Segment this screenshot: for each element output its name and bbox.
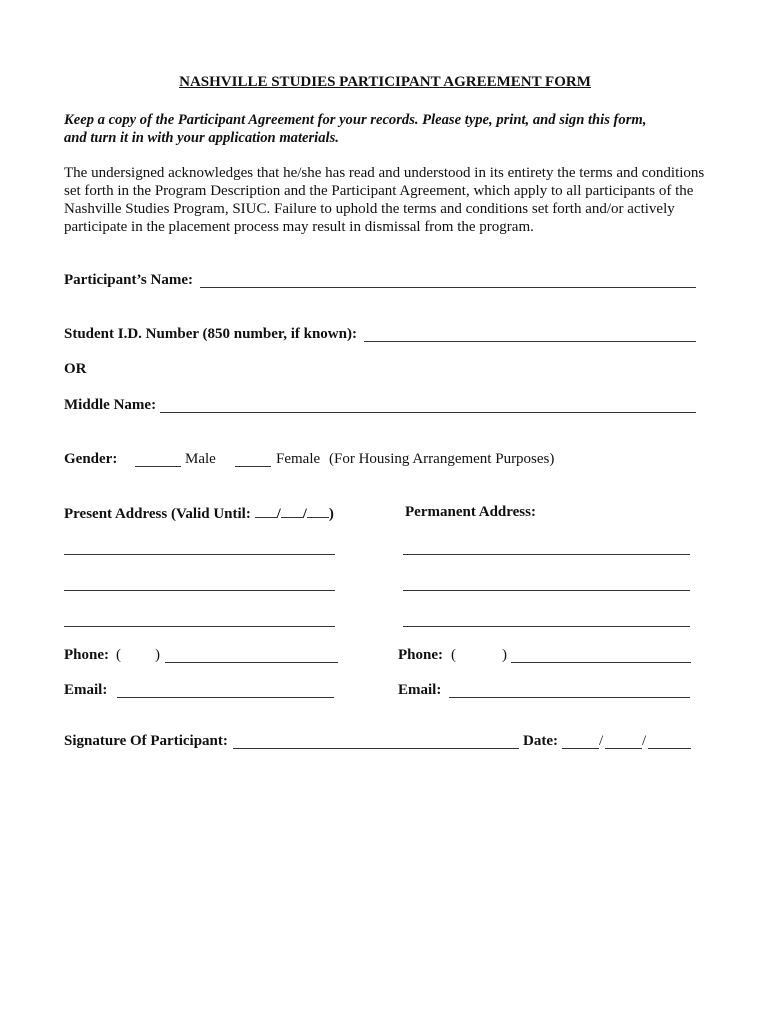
present-phone-paren-close: ) <box>155 647 160 663</box>
participant-name-label: Participant’s Name: <box>64 272 193 288</box>
permanent-email-label: Email: <box>398 682 442 698</box>
female-label: Female <box>276 451 321 467</box>
present-phone-label: Phone: <box>64 647 109 663</box>
middle-name-label: Middle Name: <box>64 397 157 413</box>
present-email-field[interactable] <box>117 697 334 698</box>
gender-label: Gender: <box>64 451 118 467</box>
valid-until-slash-1: / <box>276 506 281 522</box>
present-address-label-text: Present Address (Valid Until: <box>64 506 251 522</box>
male-blank[interactable] <box>135 466 181 467</box>
present-email-label: Email: <box>64 682 108 698</box>
instructions-line-1: Keep a copy of the Participant Agreement for your records. Please type, print, and sign this form, <box>64 112 647 128</box>
valid-until-month-field[interactable] <box>255 504 277 518</box>
permanent-address-label: Permanent Address: <box>405 504 536 520</box>
present-address-label <box>64 504 334 523</box>
permanent-phone-paren-open: ( <box>451 647 456 663</box>
participant-name-field[interactable] <box>200 287 696 288</box>
signature-label: Signature Of Participant: <box>64 733 228 749</box>
acknowledgement-paragraph: The undersigned acknowledges that he/she has read and understood in its entirety the terms and conditions set forth in the Program Description and the Participant Agreement, which apply to all participants of the Nashville Studies Program, SIUC. Failure to uphold the terms and conditions set forth and/or actively participate in the placement process may result in dismissal from the program. <box>64 165 705 235</box>
permanent-address-line-1[interactable] <box>403 554 690 555</box>
date-slash-1: / <box>599 733 604 749</box>
date-year-field[interactable] <box>648 748 691 749</box>
present-address-line-2[interactable] <box>64 590 335 591</box>
valid-until-slash-2: / <box>302 506 307 522</box>
date-label: Date: <box>523 733 558 749</box>
housing-note: (For Housing Arrangement Purposes) <box>329 451 555 467</box>
date-slash-2: / <box>642 733 647 749</box>
present-address-line-1[interactable] <box>64 554 335 555</box>
date-month-field[interactable] <box>562 748 599 749</box>
form-title: NASHVILLE STUDIES PARTICIPANT AGREEMENT FORM <box>179 74 591 90</box>
permanent-email-field[interactable] <box>449 697 690 698</box>
student-id-field[interactable] <box>364 341 696 342</box>
date-day-field[interactable] <box>605 748 642 749</box>
valid-until-day-field[interactable] <box>281 504 303 518</box>
present-address-line-3[interactable] <box>64 626 335 627</box>
present-address-close: ) <box>328 506 334 522</box>
student-id-label: Student I.D. Number (850 number, if known): <box>64 326 357 342</box>
permanent-phone-label: Phone: <box>398 647 443 663</box>
present-phone-field[interactable] <box>165 662 338 663</box>
permanent-phone-paren-close: ) <box>502 647 507 663</box>
or-label: OR <box>64 361 87 377</box>
signature-field[interactable] <box>233 748 519 749</box>
female-blank[interactable] <box>235 466 271 467</box>
permanent-address-line-2[interactable] <box>403 590 690 591</box>
middle-name-field[interactable] <box>160 412 696 413</box>
valid-until-year-field[interactable] <box>307 504 329 518</box>
male-label: Male <box>185 451 216 467</box>
permanent-address-line-3[interactable] <box>403 626 690 627</box>
present-phone-paren-open: ( <box>116 647 121 663</box>
permanent-phone-field[interactable] <box>511 662 691 663</box>
instructions-line-2: and turn it in with your application materials. <box>64 130 339 146</box>
